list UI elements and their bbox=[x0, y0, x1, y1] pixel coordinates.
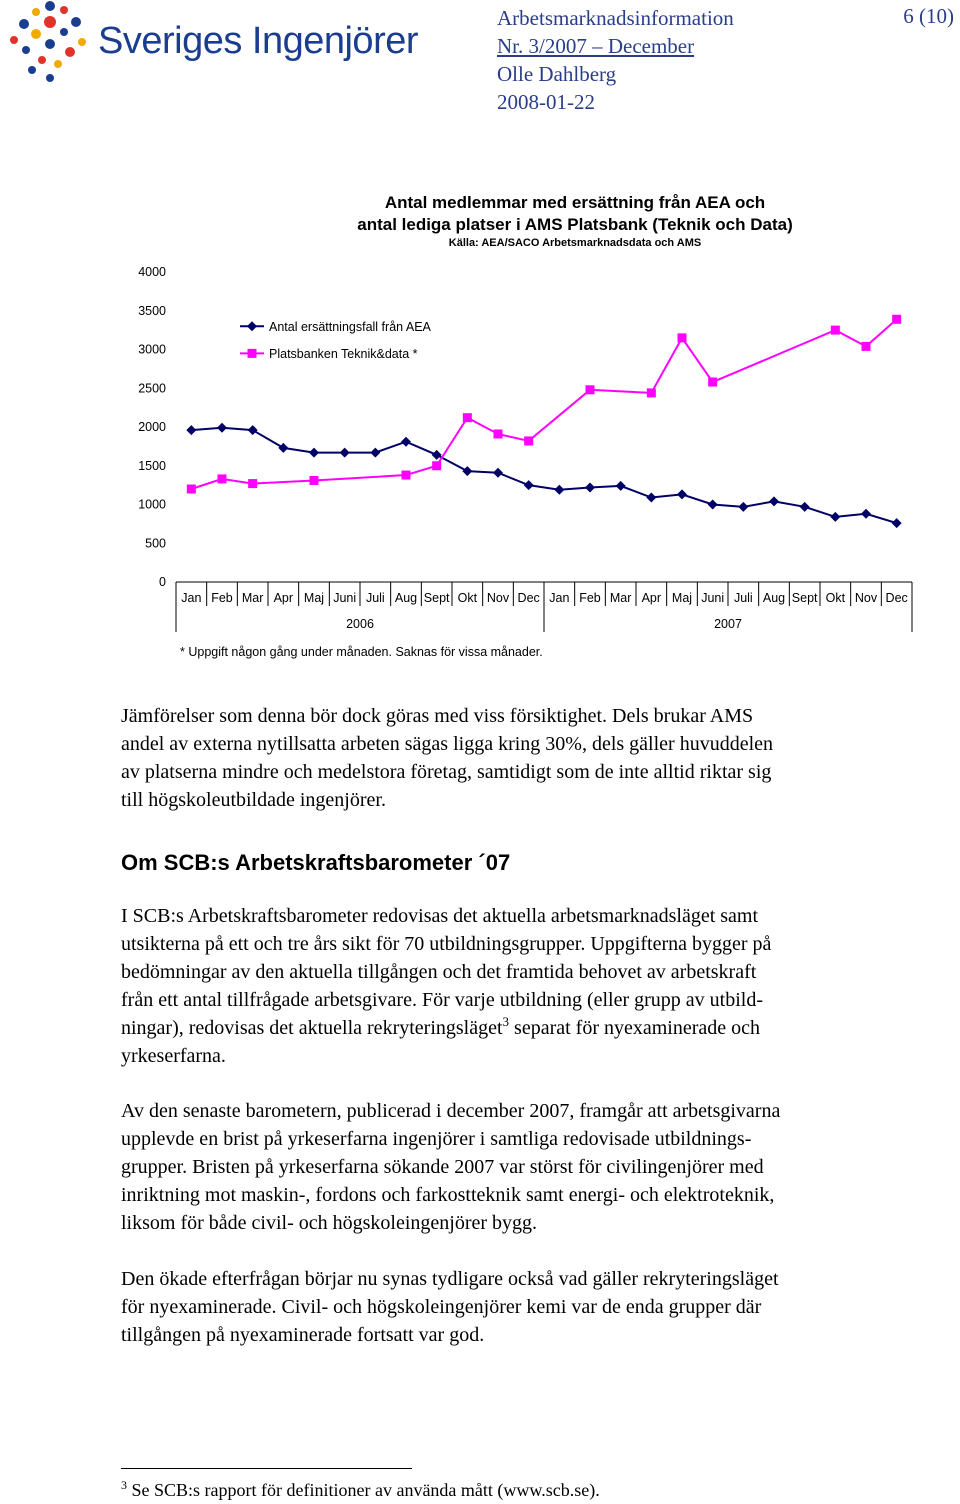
text-fragment: separat för nyexaminerade och bbox=[509, 1017, 761, 1039]
data-point-diamond bbox=[861, 509, 871, 519]
y-tick-label: 1500 bbox=[138, 458, 166, 473]
data-point-diamond bbox=[248, 425, 258, 435]
data-point-diamond bbox=[524, 480, 534, 490]
legend-label: Antal ersättningsfall från AEA bbox=[269, 319, 431, 334]
data-point-diamond bbox=[830, 512, 840, 522]
x-tick-label: Okt bbox=[825, 591, 846, 605]
legend-label: Platsbanken Teknik&data * bbox=[269, 346, 418, 361]
x-tick-label: Sept bbox=[423, 591, 450, 605]
data-point-diamond bbox=[738, 502, 748, 512]
data-point-diamond bbox=[708, 500, 718, 510]
y-tick-label: 2500 bbox=[138, 381, 166, 396]
logo-dots-icon bbox=[6, 0, 98, 90]
text-line: tillgången på nyexaminerade fortsatt var god. bbox=[121, 1324, 485, 1346]
text-fragment: ningar), redovisas det aktuella rekryteringsläget bbox=[121, 1017, 503, 1039]
data-point-diamond bbox=[800, 502, 810, 512]
series-line-aea bbox=[191, 428, 896, 523]
meta-issue: Nr. 3/2007 – December bbox=[497, 34, 695, 58]
data-point-diamond bbox=[401, 437, 411, 447]
x-tick-label: Okt bbox=[457, 591, 478, 605]
x-tick-label: Apr bbox=[641, 591, 662, 605]
text-line: yrkeserfarna. bbox=[121, 1045, 226, 1067]
x-tick-label: Sept bbox=[791, 591, 818, 605]
logo-text: Sveriges Ingenjörer bbox=[98, 20, 419, 62]
x-tick-label: Feb bbox=[211, 591, 233, 605]
x-tick-label: Dec bbox=[517, 591, 540, 605]
data-point-diamond bbox=[892, 518, 902, 528]
chart-title-line-1: Antal medlemmar med ersättning från AEA och bbox=[384, 193, 766, 212]
x-tick-label: Feb bbox=[579, 591, 601, 605]
x-tick-label: Jan bbox=[549, 591, 570, 605]
data-point-square bbox=[218, 474, 227, 483]
data-point-square bbox=[187, 485, 196, 494]
x-tick-label: Mar bbox=[609, 591, 632, 605]
text-line: av platserna mindre och medelstora företag, samtidigt som de inte alltid riktar sig bbox=[121, 761, 772, 783]
text-line: liksom för både civil- och högskoleingenjörer bygg. bbox=[121, 1212, 538, 1234]
text-line: från ett antal tillfrågade arbetsgivare. För varje utbildning (eller grupp av utbild- bbox=[121, 989, 763, 1011]
data-point-square bbox=[586, 385, 595, 394]
y-tick-label: 1000 bbox=[138, 497, 166, 512]
data-point-diamond bbox=[769, 496, 779, 506]
data-point-square bbox=[248, 479, 257, 488]
text-line bbox=[121, 1014, 936, 1042]
text-line: upplevde en brist på yrkeserfarna ingenjörer i samtliga redovisade utbildnings- bbox=[121, 1128, 752, 1150]
x-tick-label: Mar bbox=[241, 591, 264, 605]
x-tick-label: Juli bbox=[733, 591, 753, 605]
chart-footnote: * Uppgift någon gång under månaden. Saknas för vissa månader. bbox=[180, 645, 543, 659]
x-tick-label: Aug bbox=[394, 591, 418, 605]
x-tick-label: Juli bbox=[365, 591, 385, 605]
data-point-diamond bbox=[646, 493, 656, 503]
data-point-square bbox=[402, 471, 411, 480]
meta-date: 2008-01-22 bbox=[497, 90, 595, 114]
text-line: bedömningar av den aktuella tillgången och det framtida behovet av arbetskraft bbox=[121, 961, 757, 983]
data-point-square bbox=[524, 436, 533, 445]
x-tick-label: Maj bbox=[303, 591, 325, 605]
data-point-square bbox=[862, 342, 871, 351]
data-point-diamond bbox=[370, 448, 380, 458]
x-tick-label: Nov bbox=[854, 591, 878, 605]
y-tick-label: 4000 bbox=[138, 265, 166, 279]
x-tick-label: Apr bbox=[273, 591, 294, 605]
text-line: Jämförelser som denna bör dock göras med viss försiktighet. Dels brukar AMS bbox=[121, 705, 754, 727]
footnote-text: Se SCB:s rapport för definitioner av använda mått (www.scb.se). bbox=[127, 1480, 600, 1500]
chart-title bbox=[230, 192, 920, 236]
y-tick-label: 0 bbox=[159, 575, 166, 589]
year-label: 2007 bbox=[714, 617, 742, 631]
section-heading: Om SCB:s Arbetskraftsbarometer ´07 bbox=[121, 850, 511, 875]
data-point-square bbox=[831, 326, 840, 335]
data-point-square bbox=[708, 378, 717, 387]
series-line-platsbanken bbox=[191, 319, 896, 489]
y-tick-label: 2000 bbox=[138, 420, 166, 434]
text-line: I SCB:s Arbetskraftsbarometer redovisas det aktuella arbetsmarknadsläget samt bbox=[121, 905, 759, 927]
x-tick-label: Dec bbox=[885, 591, 908, 605]
text-line: för nyexaminerade. Civil- och högskoleingenjörer kemi var de enda grupper där bbox=[121, 1296, 762, 1318]
data-point-square bbox=[892, 315, 901, 324]
page-number: 6 (10) bbox=[903, 4, 954, 28]
data-point-diamond bbox=[217, 423, 227, 433]
text-line: Av den senaste barometern, publicerad i december 2007, framgår att arbetsgivarna bbox=[121, 1100, 781, 1122]
data-point-diamond bbox=[340, 448, 350, 458]
footnote bbox=[121, 1480, 600, 1501]
meta-author: Olle Dahlberg bbox=[497, 62, 617, 86]
data-point-square bbox=[647, 388, 656, 397]
data-point-square bbox=[463, 413, 472, 422]
paragraph-3 bbox=[121, 1097, 936, 1237]
data-point-diamond bbox=[186, 425, 196, 435]
y-tick-label: 500 bbox=[145, 536, 166, 551]
legend-marker-square bbox=[248, 349, 257, 358]
chart-title-line-2: antal lediga platser i AMS Platsbank (Teknik och Data) bbox=[357, 215, 793, 234]
sveriges-ingenjorer-logo bbox=[6, 0, 419, 90]
text-line: till högskoleutbildade ingenjörer. bbox=[121, 789, 386, 811]
year-label: 2006 bbox=[346, 617, 374, 631]
data-point-diamond bbox=[493, 468, 503, 478]
x-tick-label: Jan bbox=[181, 591, 202, 605]
text-line: andel av externa nytillsatta arbeten sägas ligga kring 30%, dels gäller huvuddelen bbox=[121, 733, 774, 755]
text-line: grupper. Bristen på yrkeserfarna sökande 2007 var störst för civilingenjörer med bbox=[121, 1156, 764, 1178]
x-tick-label: Maj bbox=[671, 591, 693, 605]
data-point-diamond bbox=[585, 482, 595, 492]
data-point-square bbox=[432, 461, 441, 470]
x-tick-label: Juni bbox=[701, 591, 725, 605]
text-line: Den ökade efterfrågan börjar nu synas tydligare också vad gäller rekryteringsläget bbox=[121, 1268, 779, 1290]
y-tick-label: 3500 bbox=[138, 303, 166, 318]
paragraph-1 bbox=[121, 702, 936, 814]
data-point-diamond bbox=[309, 448, 319, 458]
data-point-square bbox=[494, 429, 503, 438]
footnote-divider bbox=[121, 1468, 412, 1469]
text-line: inriktning mot maskin-, fordons och farkostteknik samt energi- och elektroteknik, bbox=[121, 1184, 775, 1206]
document-meta bbox=[497, 4, 734, 116]
data-point-diamond bbox=[554, 485, 564, 495]
footnote-number: 3 bbox=[121, 1478, 127, 1492]
data-point-square bbox=[678, 333, 687, 342]
data-point-diamond bbox=[677, 489, 687, 499]
data-point-square bbox=[310, 476, 319, 485]
meta-series: Arbetsmarknadsinformation bbox=[497, 6, 734, 30]
data-point-diamond bbox=[462, 466, 472, 476]
paragraph-2 bbox=[121, 902, 936, 1070]
x-tick-label: Nov bbox=[486, 591, 510, 605]
footnote-ref[interactable]: 3 bbox=[502, 1014, 510, 1029]
x-tick-label: Juni bbox=[333, 591, 357, 605]
x-tick-label: Aug bbox=[762, 591, 786, 605]
chart-subtitle: Källa: AEA/SACO Arbetsmarknadsdata och AMS bbox=[448, 237, 702, 249]
data-point-diamond bbox=[278, 443, 288, 453]
text-line: utsikterna på ett och tre års sikt för 70 utbildningsgrupper. Uppgifterna bygger på bbox=[121, 933, 772, 955]
paragraph-4 bbox=[121, 1265, 936, 1349]
data-point-diamond bbox=[432, 450, 442, 460]
legend-marker-diamond bbox=[247, 321, 257, 331]
line-chart bbox=[0, 255, 960, 635]
data-point-diamond bbox=[616, 481, 626, 491]
y-tick-label: 3000 bbox=[138, 342, 166, 357]
